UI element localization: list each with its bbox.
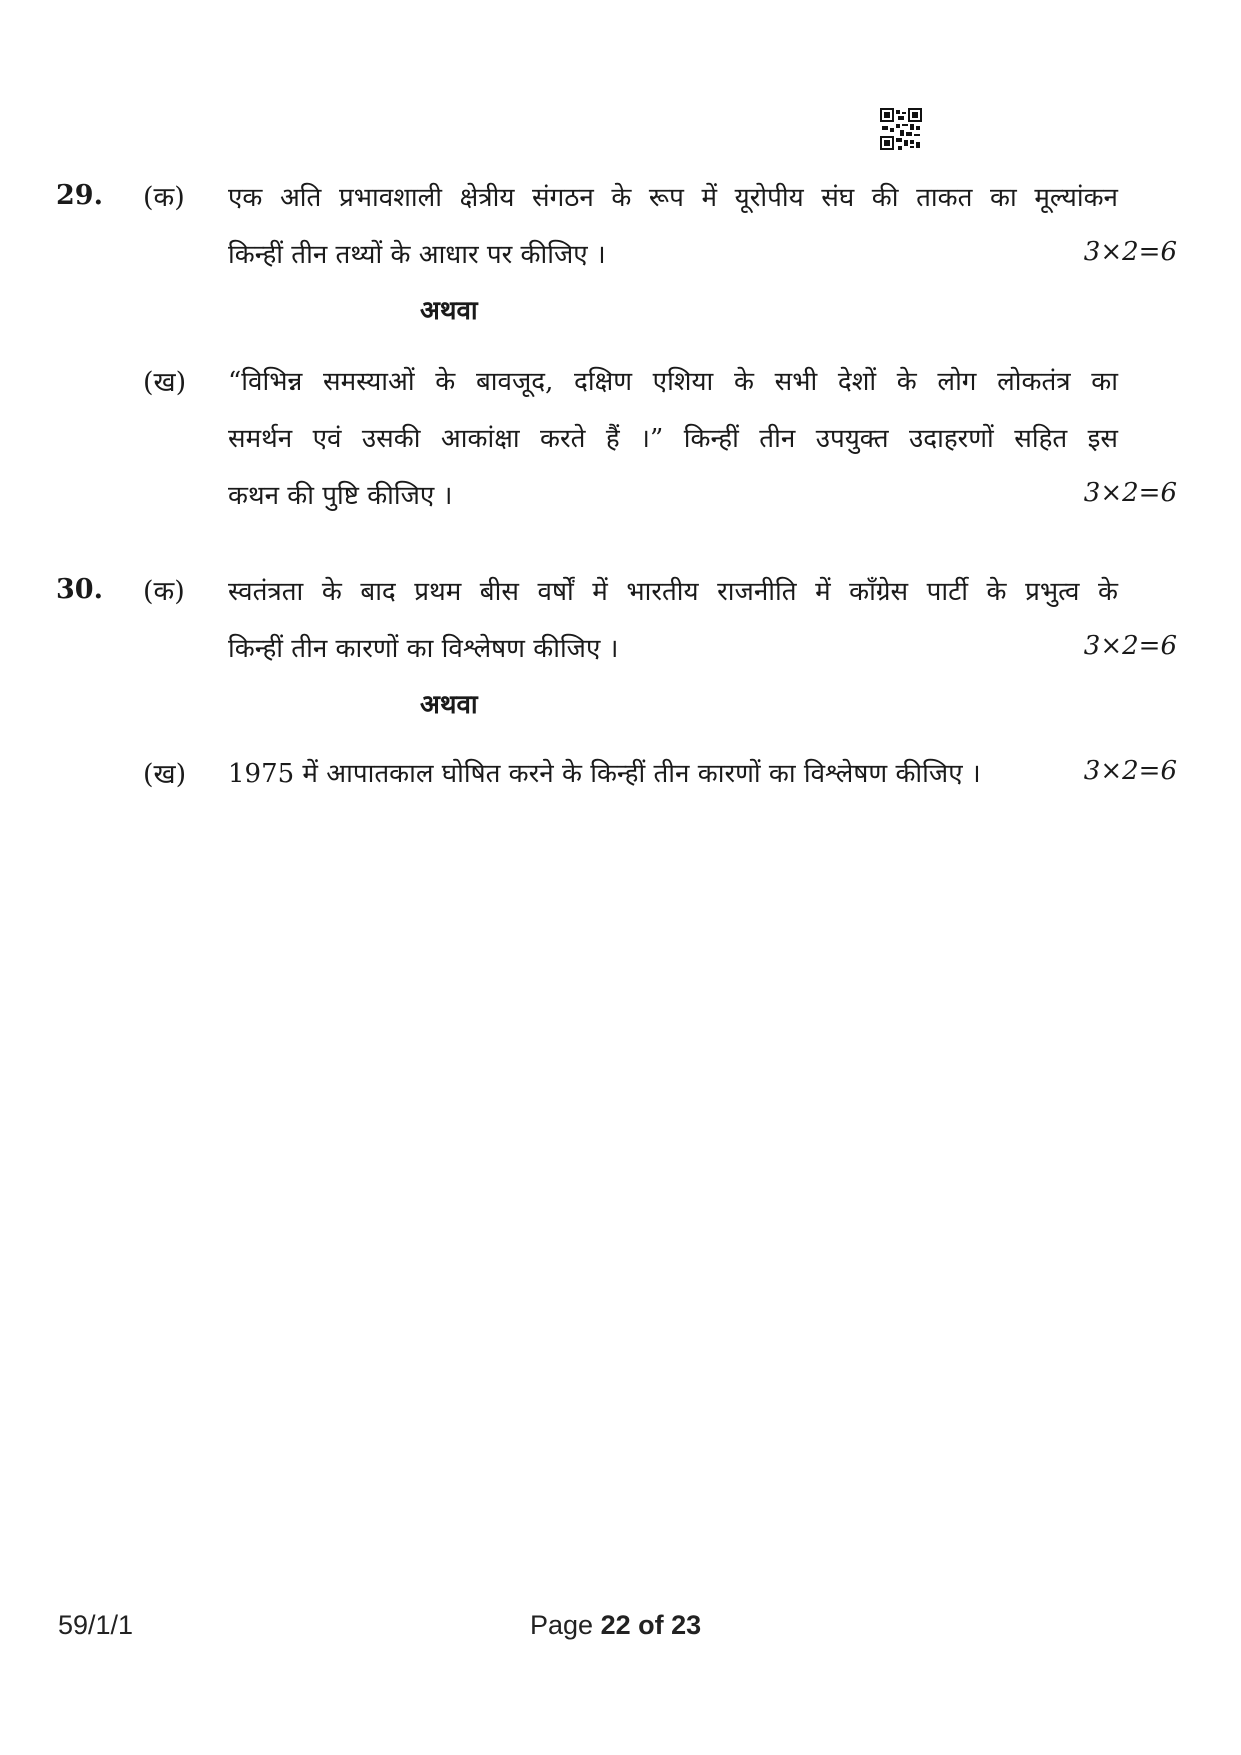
page-current: 22 [600,1610,631,1640]
question-text-line: 1975 में आपातकाल घोषित करने के किन्हीं तीन कारणों का विश्लेषण कीजिए । [228,759,981,789]
part-label: (ख) [143,759,187,790]
part-label: (ख) [143,367,187,398]
qr-code-icon [880,108,922,150]
page-prefix: Page [530,1610,594,1640]
marks-label: 3×2=6 [1083,478,1177,508]
question-text-line: किन्हीं तीन तथ्यों के आधार पर कीजिए । [228,240,606,270]
question-number: 30. [56,574,103,605]
question-text-line: समर्थन एवं उसकी आकांक्षा करते हैं ।” किन्हीं तीन उपयुक्त उदाहरणों सहित इस [228,424,1118,454]
question-text-line: “विभिन्न समस्याओं के बावजूद, दक्षिण एशिया के सभी देशों के लोग लोकतंत्र का [228,367,1118,397]
part-label: (क) [143,576,185,607]
question-text-line: स्वतंत्रता के बाद प्रथम बीस वर्षों में भारतीय राजनीति में काँग्रेस पार्टी के प्रभुत्व के [228,577,1118,607]
part-label: (क) [143,182,185,213]
marks-label: 3×2=6 [1083,237,1177,267]
marks-label: 3×2=6 [1083,756,1177,786]
page-indicator [530,1610,701,1641]
question-text-line: किन्हीं तीन कारणों का विश्लेषण कीजिए । [228,634,619,664]
marks-label: 3×2=6 [1083,631,1177,661]
question-text-line: कथन की पुष्टि कीजिए । [228,481,453,511]
or-separator: अथवा [420,690,478,720]
page-of: of [638,1610,664,1640]
or-separator: अथवा [420,296,478,326]
page-total: 23 [671,1610,702,1640]
question-text-line: एक अति प्रभावशाली क्षेत्रीय संगठन के रूप में यूरोपीय संघ की ताकत का मूल्यांकन [228,183,1118,213]
question-number: 29. [56,180,103,211]
paper-code: 59/1/1 [58,1610,134,1640]
